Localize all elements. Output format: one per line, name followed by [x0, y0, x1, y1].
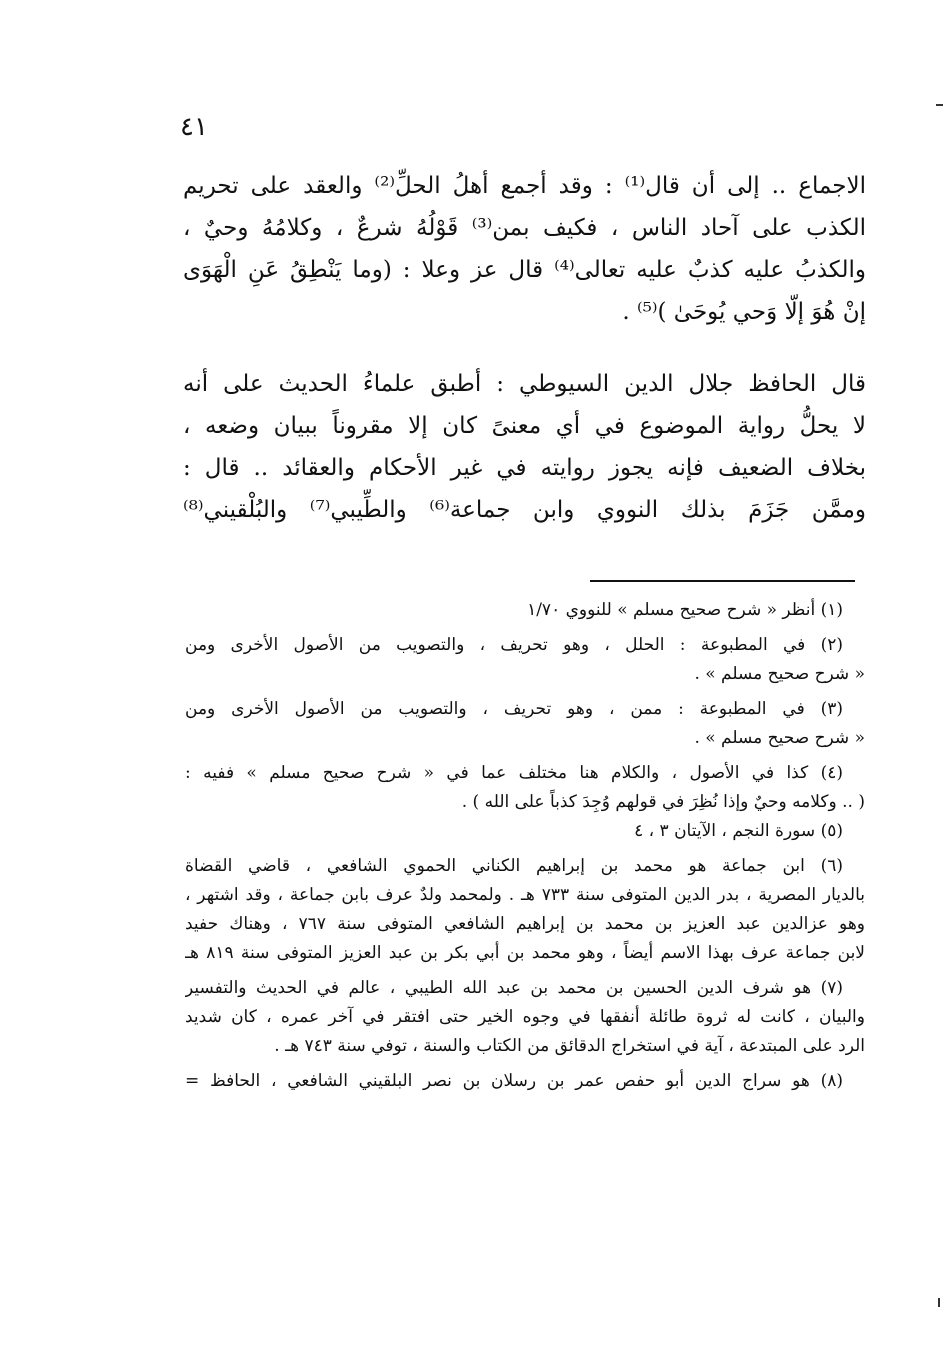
- footnote-line: (٢) في المطبوعة : الحلل ، وهو تحريف ، والتصويب من الأصول الأخرى ومن: [185, 635, 843, 655]
- footnote-line: (٤) كذا في الأصول ، والكلام هنا مختلف عما في « شرح صحيح مسلم » ففيه :: [185, 763, 843, 783]
- footnote-line: وهو عزالدين عبد العزيز بن محمد بن إبراهيم الشافعي المتوفى سنة ٧٦٧ ، وهناك حفيد: [185, 914, 865, 934]
- main-text-line: إنْ هُوَ إلّا وَحي يُوحَىٰ )⁽⁵⁾ .: [622, 299, 866, 325]
- main-text-line: بخلاف الضعيف فإنه يجوز روايته في غير الأحكام والعقائد .. قال :: [183, 455, 866, 481]
- footnote-line: (٧) هو شرف الدين الحسين بن محمد بن عبد الله الطيبي ، عالم في الحديث والتفسير: [185, 978, 843, 998]
- footnote-line: والبيان ، كانت له ثروة طائلة أنفقها في وجوه الخير حتى افتقر في آخر عمره ، كان شديد: [185, 1007, 865, 1027]
- footnote-line: الرد على المبتدعة ، آية في استخراج الدقائق من الكتاب والسنة ، توفي سنة ٧٤٣ هـ .: [274, 1036, 865, 1056]
- page-number: ٤١: [180, 112, 208, 142]
- main-text-line: قال الحافظ جلال الدين السيوطي : أطبق علماءُ الحديث على أنه: [183, 371, 866, 397]
- footnote-line: « شرح صحيح مسلم » .: [694, 664, 865, 684]
- footnote-line: (١) أنظر « شرح صحيح مسلم » للنووي ١/٧٠: [527, 600, 843, 620]
- footnote-line: بالديار المصرية ، بدر الدين المتوفى سنة ٧٣٣ هـ . ولمحمد ولدٌ عرف بابن جماعة ، وقد اشتهر ،: [185, 885, 865, 905]
- footnote-line: (٣) في المطبوعة : ممن ، وهو تحريف ، والتصويب من الأصول الأخرى ومن: [185, 699, 843, 719]
- main-text-line: وممَّن جَزَمَ بذلك النووي وابن جماعة⁽⁶⁾ والطِّيبي⁽⁷⁾ والبُلْقيني⁽⁸⁾: [183, 497, 866, 523]
- page-edge-mark: [938, 1298, 940, 1307]
- footnote-line: (٦) ابن جماعة هو محمد بن إبراهيم الكناني الحموي الشافعي ، قاضي القضاة: [185, 856, 843, 876]
- main-text-line: الاجماع .. إلى أن قال⁽¹⁾ : وقد أجمع أهلُ الحلِّ⁽²⁾ والعقد على تحريم: [183, 173, 866, 199]
- footnote-line: « شرح صحيح مسلم » .: [694, 728, 865, 748]
- footnote-line: ( .. وكلامه وحيٌ وإذا نُظِرَ في قولهم وُجِدَ كذباً على الله ) .: [461, 792, 865, 812]
- main-text-line: والكذبُ عليه كذبٌ عليه تعالى⁽⁴⁾ قال عز وعلا : (وما يَنْطِقُ عَنِ الْهَوَى: [183, 257, 866, 283]
- main-text-line: الكذب على آحاد الناس ، فكيف بمن⁽³⁾ قَوْلُهُ شرعٌ ، وكلامُهُ وحيٌ ،: [183, 215, 866, 241]
- page-edge-mark: [936, 104, 943, 106]
- footnotes: [185, 596, 865, 1096]
- main-text-line: لا يحلُّ رواية الموضوع في أي معنىً كان إلا مقروناً ببيان وضعه ،: [183, 413, 866, 439]
- footnote-line: (٨) هو سراج الدين أبو حفص عمر بن رسلان بن نصر البلقيني الشافعي ، الحافظ =: [185, 1071, 843, 1091]
- paragraph-gap: [183, 333, 866, 363]
- footnote-line: لابن جماعة عرف بهذا الاسم أيضاً ، وهو محمد بن أبي بكر بن عبد العزيز المتوفى سنة ٨١٩ هـ: [185, 943, 865, 963]
- main-text: [183, 165, 866, 531]
- footnote-line: (٥) سورة النجم ، الآيتان ٣ ، ٤: [634, 821, 843, 841]
- footnote-separator: [590, 580, 855, 582]
